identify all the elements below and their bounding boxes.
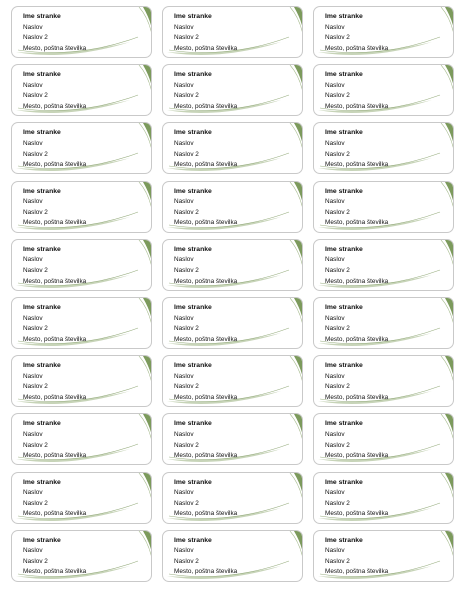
label-text [23,419,86,461]
city-postal-code: Mesto, poštna številka [23,393,87,401]
city-postal-code: Mesto, poštna številka [325,510,389,518]
address-label[interactable] [11,355,152,407]
city-postal-code: Mesto, poštna številka [23,568,87,576]
customer-name: Ime stranke [174,536,212,544]
customer-name: Ime stranke [23,129,61,137]
address-label[interactable] [313,413,454,465]
city-postal-code: Mesto, poštna številka [325,44,389,52]
city-postal-code: Mesto, poštna številka [325,277,389,285]
address-line-1: Naslov [174,372,194,380]
address-line-2: Naslov 2 [23,34,48,42]
customer-name: Ime stranke [325,245,363,253]
customer-name: Ime stranke [23,187,61,195]
address-line-2: Naslov 2 [174,383,199,391]
customer-name: Ime stranke [174,303,212,311]
label-text [174,245,237,287]
address-line-1: Naslov [325,256,345,264]
city-postal-code: Mesto, poštna številka [174,452,238,460]
city-postal-code: Mesto, poštna številka [174,219,238,227]
address-label[interactable] [11,122,152,174]
city-postal-code: Mesto, poštna številka [174,44,238,52]
label-text [23,303,86,345]
label-text [174,536,237,578]
city-postal-code: Mesto, poštna številka [174,335,238,343]
address-label[interactable] [162,181,303,233]
customer-name: Ime stranke [325,420,363,428]
city-postal-code: Mesto, poštna številka [325,335,389,343]
label-text [23,128,86,170]
label-text [174,303,237,345]
customer-name: Ime stranke [23,420,61,428]
address-line-2: Naslov 2 [174,92,199,100]
address-line-2: Naslov 2 [23,208,48,216]
label-text [23,478,86,520]
label-text [325,12,388,54]
address-line-1: Naslov [23,81,43,89]
address-line-1: Naslov [174,139,194,147]
address-line-2: Naslov 2 [325,208,350,216]
address-line-1: Naslov [325,489,345,497]
customer-name: Ime stranke [23,362,61,370]
address-line-1: Naslov [23,547,43,555]
customer-name: Ime stranke [325,478,363,486]
label-text [325,245,388,287]
address-line-2: Naslov 2 [23,266,48,274]
address-line-2: Naslov 2 [23,499,48,507]
label-text [23,536,86,578]
city-postal-code: Mesto, poštna številka [174,568,238,576]
city-postal-code: Mesto, poštna številka [23,277,87,285]
address-line-2: Naslov 2 [23,557,48,565]
customer-name: Ime stranke [174,129,212,137]
city-postal-code: Mesto, poštna številka [325,102,389,110]
customer-name: Ime stranke [174,71,212,79]
address-line-1: Naslov [325,81,345,89]
address-label[interactable] [11,530,152,582]
address-label[interactable] [162,6,303,58]
address-label[interactable] [11,181,152,233]
customer-name: Ime stranke [174,13,212,20]
address-line-2: Naslov 2 [174,499,199,507]
address-label[interactable] [313,122,454,174]
label-text [23,70,86,112]
label-text [174,419,237,461]
customer-name: Ime stranke [23,13,61,20]
address-line-1: Naslov [325,198,345,206]
address-line-1: Naslov [23,139,43,147]
address-label[interactable] [11,297,152,349]
address-label[interactable] [162,297,303,349]
address-line-1: Naslov [325,430,345,438]
address-line-1: Naslov [174,256,194,264]
customer-name: Ime stranke [23,478,61,486]
address-label[interactable] [313,64,454,116]
city-postal-code: Mesto, poštna številka [325,452,389,460]
address-line-2: Naslov 2 [325,325,350,333]
address-line-1: Naslov [325,547,345,555]
city-postal-code: Mesto, poštna številka [174,102,238,110]
city-postal-code: Mesto, poštna številka [23,335,87,343]
customer-name: Ime stranke [174,420,212,428]
address-line-2: Naslov 2 [325,499,350,507]
label-text [325,303,388,345]
address-line-2: Naslov 2 [174,34,199,42]
address-line-2: Naslov 2 [174,266,199,274]
address-line-2: Naslov 2 [325,150,350,158]
address-label[interactable] [11,413,152,465]
address-line-1: Naslov [174,489,194,497]
address-line-1: Naslov [174,314,194,322]
label-text [23,361,86,403]
address-line-1: Naslov [325,314,345,322]
address-line-2: Naslov 2 [23,150,48,158]
customer-name: Ime stranke [174,245,212,253]
address-line-2: Naslov 2 [23,92,48,100]
city-postal-code: Mesto, poštna številka [23,219,87,227]
address-line-2: Naslov 2 [23,325,48,333]
address-line-1: Naslov [23,430,43,438]
city-postal-code: Mesto, poštna številka [325,161,389,169]
city-postal-code: Mesto, poštna številka [174,393,238,401]
address-line-1: Naslov [23,372,43,380]
address-line-1: Naslov [325,139,345,147]
address-line-2: Naslov 2 [325,92,350,100]
label-text [325,419,388,461]
address-line-2: Naslov 2 [325,441,350,449]
address-line-2: Naslov 2 [174,557,199,565]
customer-name: Ime stranke [23,303,61,311]
label-text [174,478,237,520]
customer-name: Ime stranke [325,362,363,370]
address-line-1: Naslov [174,198,194,206]
address-label[interactable] [313,181,454,233]
city-postal-code: Mesto, poštna številka [23,510,87,518]
customer-name: Ime stranke [325,187,363,195]
address-line-2: Naslov 2 [325,266,350,274]
city-postal-code: Mesto, poštna številka [23,102,87,110]
label-text [174,361,237,403]
address-line-1: Naslov [174,430,194,438]
address-label[interactable] [11,6,152,58]
address-line-1: Naslov [23,489,43,497]
address-label[interactable] [162,239,303,291]
address-label[interactable] [162,355,303,407]
address-line-1: Naslov [325,23,345,31]
customer-name: Ime stranke [174,362,212,370]
address-label[interactable] [313,239,454,291]
city-postal-code: Mesto, poštna številka [23,44,87,52]
address-label[interactable] [162,64,303,116]
label-sheet [11,6,454,592]
city-postal-code: Mesto, poštna številka [174,277,238,285]
address-line-1: Naslov [174,23,194,31]
city-postal-code: Mesto, poštna številka [174,161,238,169]
address-label[interactable] [313,472,454,524]
label-text [325,187,388,229]
address-line-2: Naslov 2 [174,150,199,158]
customer-name: Ime stranke [23,245,61,253]
customer-name: Ime stranke [174,187,212,195]
address-line-1: Naslov [23,314,43,322]
label-text [23,12,86,54]
city-postal-code: Mesto, poštna številka [174,510,238,518]
address-label[interactable] [313,297,454,349]
address-label[interactable] [313,355,454,407]
address-line-2: Naslov 2 [174,208,199,216]
address-line-1: Naslov [23,198,43,206]
address-label[interactable] [313,530,454,582]
customer-name: Ime stranke [23,71,61,79]
address-label[interactable] [11,472,152,524]
address-label[interactable] [313,6,454,58]
address-label[interactable] [162,413,303,465]
city-postal-code: Mesto, poštna številka [325,219,389,227]
address-line-2: Naslov 2 [174,325,199,333]
city-postal-code: Mesto, poštna številka [23,452,87,460]
customer-name: Ime stranke [23,536,61,544]
label-text [174,128,237,170]
customer-name: Ime stranke [325,13,363,20]
customer-name: Ime stranke [325,129,363,137]
label-text [174,12,237,54]
address-line-2: Naslov 2 [23,383,48,391]
label-text [174,187,237,229]
address-line-1: Naslov [174,547,194,555]
customer-name: Ime stranke [325,303,363,311]
city-postal-code: Mesto, poštna številka [325,393,389,401]
address-line-2: Naslov 2 [325,383,350,391]
label-text [23,187,86,229]
label-text [325,361,388,403]
address-line-2: Naslov 2 [325,34,350,42]
address-label[interactable] [11,64,152,116]
label-text [325,70,388,112]
customer-name: Ime stranke [174,478,212,486]
address-line-1: Naslov [174,81,194,89]
city-postal-code: Mesto, poštna številka [325,568,389,576]
customer-name: Ime stranke [325,536,363,544]
label-text [325,478,388,520]
label-text [325,128,388,170]
address-label[interactable] [11,239,152,291]
label-text [23,245,86,287]
customer-name: Ime stranke [325,71,363,79]
label-text [174,70,237,112]
address-line-1: Naslov [23,23,43,31]
label-text [325,536,388,578]
address-line-1: Naslov [23,256,43,264]
city-postal-code: Mesto, poštna številka [23,161,87,169]
address-line-2: Naslov 2 [23,441,48,449]
address-line-2: Naslov 2 [325,557,350,565]
address-line-1: Naslov [325,372,345,380]
address-label[interactable] [162,530,303,582]
address-line-2: Naslov 2 [174,441,199,449]
address-label[interactable] [162,122,303,174]
address-label[interactable] [162,472,303,524]
